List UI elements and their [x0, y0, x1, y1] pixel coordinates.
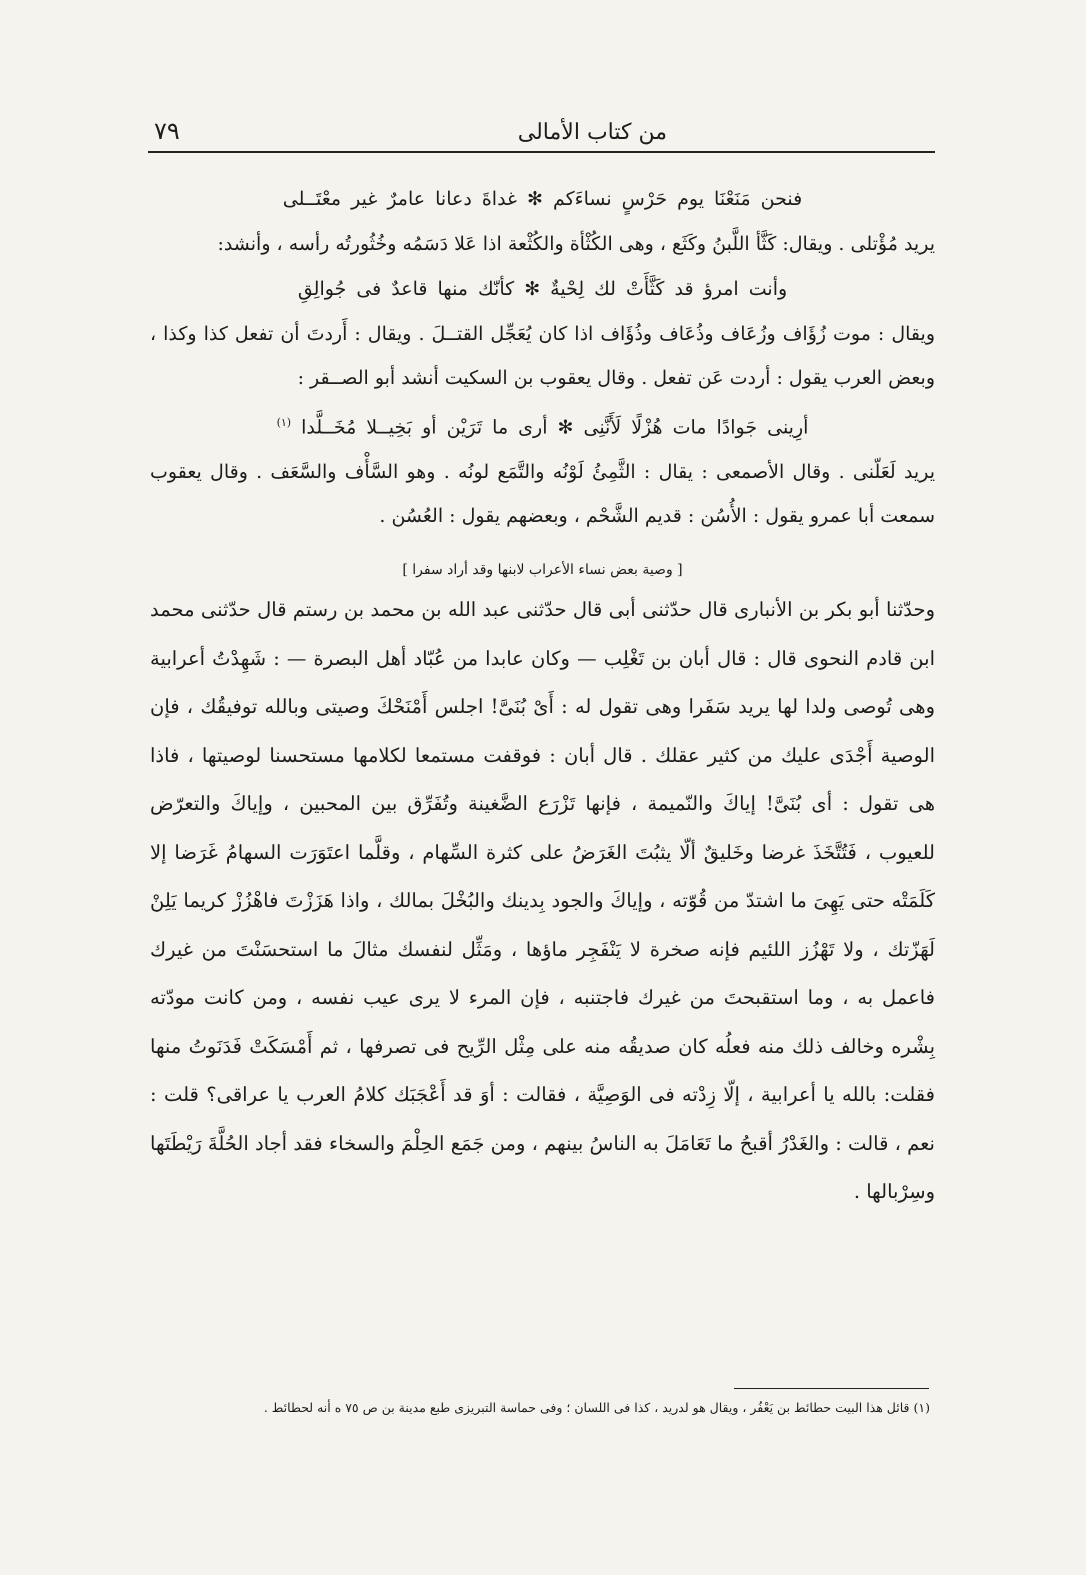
verse-line-3-text: أرِينى جَوادًا مات هُزْلًا لَأَنَّنِى ✻ أرى ما تَرَيْن أو بَخِيــلا مُخَــلَّدا: [301, 416, 809, 439]
page-header: [150, 105, 935, 145]
main-text-block: [150, 176, 935, 1217]
section-heading: [ وصية بعض نساء الأعراب لابنها وقد أراد سفرا ]: [402, 562, 683, 579]
verse-line-2: وأنت امرؤ قد كَثَّأَتْ لك لِحْيةٌ ✻ كأنّك منها قاعدٌ فى جُوالِقِ: [297, 278, 788, 300]
footnote-marker: (١): [276, 416, 292, 429]
verse-line-3: [150, 400, 935, 450]
main-paragraph: وحدّثنا أبو بكر بن الأنبارى قال حدّثنى أبى قال حدّثنى عبد الله بن محمد بن رستم قال حدّثنى محمد ابن قادم النحوى قال : قال أبان بن تَغْلِب — وكان عابدا من عُبّاد أهل البصرة — : شَهِدْتُ أعرابية وهى تُوصى ولدا لها يريد سَفَرا وهى تقول له : أَىْ بُنَىَّ! اجلس أَمْنَحْكَ وصيتى وبالله توفيقُك ، فإن الوصية أَجْدَى عليك من كثير عقلك . قال أبان : فوقفت مستمعا لكلامها مستحسنا لوصيتها ، فاذا هى تقول : أى بُنَىَّ! إياكَ والنّميمة ، فإنها تَزْرَع الضَّغينة وتُفَرِّق بين المحبين ، وإياكَ والتعرّض للعيوب ، فَتُتَّخَذَ غرضا وخَليقٌ ألّا يثبُتَ الغَرَضُ على كثرة السِّهام ، وقلَّما اعتَوَرَت السهامُ غَرَضا إلا كَلَمَتْه حتى يَهِىَ ما اشتدّ من قُوّته ، وإياكَ والجود بِدينك والبُخْلَ بمالك ، واذا هَزَزْتَ فاهْزُزْ كريما يَلِنْ لَهَزّتك ، ولا تَهْزُز اللئيم فإنه صخرة لا يَنْفَجِر ماؤها ، ومَثِّل لنفسك مثالَ ما استحسَنْتَ من غيرك فاعمل به ، وما استقبحتَ من غيرك فاجتنبه ، فإن المرء لا يرى عيب نفسه ، ومن كانت مودّته بِشْره وخالف ذلك منه فعلُه كان صديقُه منه على مِثْل الرِّيح فى تصرفها ، ثم أَمْسَكَتْ فَدَنَوتُ منها فقلت: بالله يا أعرابية ، إلّا زِدْته فى الوَصِيَّة ، فقالت : أوَ قد أَعْجَبَك كلامُ العرب يا عراقى؟ قلت : نعم ، قالت : والغَدْرُ أقبحُ ما تَعَامَلَ به الناسُ بينهم ، ومن جَمَع الحِلْمَ والسخاء فقد أجاد الحُلَّةَ رَيْطَتَها وسِرْبالها .: [150, 598, 935, 1204]
header-rule: [148, 151, 935, 153]
running-title: من كتاب الأمالى: [517, 120, 667, 145]
paragraph-3: يريد لَعَلّنى . وقال الأصمعى : يقال : الثَّمِئُ لَوْنُه والتَّمَع لونُه . وهو السَّأْف والسَّعَف . وقال يعقوب سمعت أبا عمرو يقول : الأُسُن : قديم الشَّحْم ، وبعضهم يقول : العُسُن .: [150, 461, 935, 528]
footnote-rule: [734, 1388, 929, 1389]
page-number: ٧٩: [154, 117, 180, 145]
paragraph-2: ويقال : موت زُؤَاف وزُعَاف وذُعَاف وذُؤَاف اذا كان يُعَجِّل القتــلَ . ويقال : أَردتَ أن تفعل كذا وكذا ، وبعض العرب يقول : أردت عَن تفعل . وقال يعقوب بن السكيت أنشد أبو الصــقر :: [150, 323, 935, 389]
footnote: (١) قائل هذا البيت حطائط بن يَعْفُر ، ويقال هو لدريد ، كذا فى اللسان ؛ وفى حماسة التبريزى طبع مدينة بن ص ٧٥ ه أنه لحطائط .: [263, 1400, 930, 1415]
verse-line-1: فنحن مَنَعْنَا يوم حَرْسٍ نساءَكم ✻ غداةَ دعانا عامرٌ غير معْتَــلى: [282, 188, 803, 210]
paragraph-1: يريد مُؤْتلى . ويقال: كَثَّأ اللَّبنُ وكَثَع ، وهى الكُثْأة والكُثْعة اذا عَلا دَسَمُه وخُثُورتُه رأسه ، وأنشد:: [217, 233, 935, 255]
